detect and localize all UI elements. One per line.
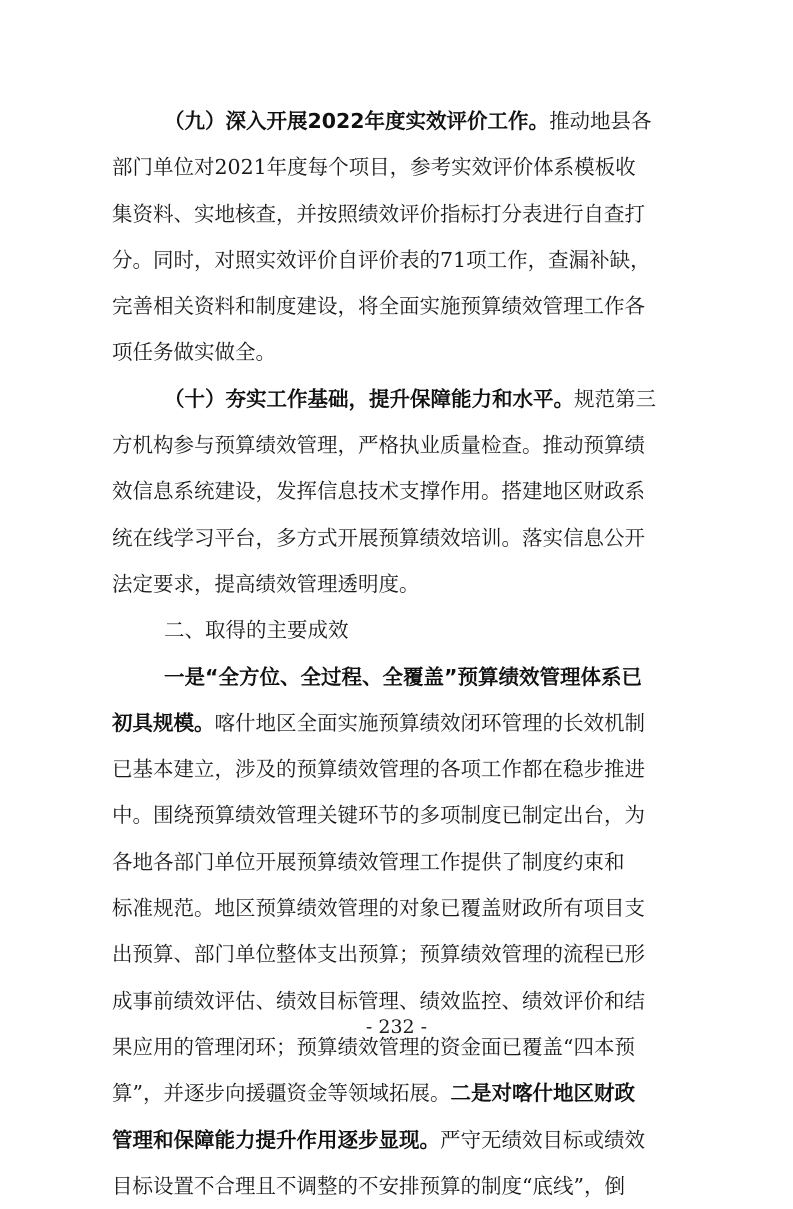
body-text-span: 效信息系统建设，发挥信息技术支撑作用。搭建地区财政系 bbox=[112, 479, 645, 504]
body-text-span: 统在线学习平台，多方式开展预算绩效培训。落实信息公开 bbox=[112, 525, 645, 550]
body-text-span: 标准规范。地区预算绩效管理的对象已覆盖财政所有项目支 bbox=[112, 896, 645, 921]
body-text-span: 完善相关资料和制度建设，将全面实施预算绩效管理工作各 bbox=[112, 294, 645, 319]
body-text-span: 方机构参与预算绩效管理，严格执业质量检查。推动预算绩 bbox=[112, 433, 645, 458]
body-text-span: 出预算、部门单位整体支出预算；预算绩效管理的流程已形 bbox=[112, 942, 645, 967]
text-line bbox=[112, 1070, 692, 1116]
body-text-span: 算”，并逐步向援疆资金等领域拓展。 bbox=[112, 1081, 451, 1106]
text-line bbox=[112, 329, 692, 375]
bold-heading-text: （十）夯实工作基础，提升保障能力和水平。 bbox=[164, 386, 574, 411]
text-line bbox=[112, 468, 692, 514]
body-text-span: 各地各部门单位开展预算绩效管理工作提供了制度约束和 bbox=[112, 849, 625, 874]
page-number: - 232 - bbox=[365, 1016, 428, 1038]
body-text-span: 部门单位对2021年度每个项目，参考实效评价体系模板收 bbox=[112, 155, 636, 180]
body-text-span: 推动地县各 bbox=[549, 109, 652, 133]
bold-heading-text: 初具规模。 bbox=[112, 710, 215, 735]
body-text bbox=[112, 98, 692, 1209]
bold-heading-text: 二是对喀什地区财政 bbox=[450, 1081, 635, 1106]
text-line bbox=[112, 792, 692, 838]
body-text-span: 果应用的管理闭环；预算绩效管理的资金面已覆盖“四本预 bbox=[112, 1034, 635, 1059]
body-text-span: 中。围绕预算绩效管理关键环节的多项制度已制定出台，为 bbox=[112, 803, 645, 828]
body-text-span: 分。同时，对照实效评价自评价表的71项工作，查漏补缺， bbox=[112, 247, 651, 272]
text-line bbox=[112, 422, 692, 468]
body-text-span: 法定要求，提高绩效管理透明度。 bbox=[112, 571, 420, 596]
text-line bbox=[112, 144, 692, 190]
text-line bbox=[112, 1163, 692, 1209]
text-line bbox=[112, 885, 692, 931]
text-line bbox=[112, 283, 692, 329]
body-text-span: 已基本建立，涉及的预算绩效管理的各项工作都在稳步推进 bbox=[112, 757, 645, 782]
text-line bbox=[112, 607, 692, 653]
text-line bbox=[112, 931, 692, 977]
bold-heading-text: 一是“全方位、全过程、全覆盖”预算绩效管理体系已 bbox=[164, 664, 642, 689]
bold-heading-text: （九）深入开展2022年度实效评价工作。 bbox=[164, 109, 550, 133]
text-line bbox=[112, 839, 692, 885]
body-text-span: 规范第三 bbox=[574, 386, 656, 411]
bold-heading-text: 管理和保障能力提升作用逐步显现。 bbox=[112, 1127, 440, 1152]
body-text-span: 项任务做实做全。 bbox=[112, 340, 276, 365]
body-text-span: 喀什地区全面实施预算绩效闭环管理的长效机制 bbox=[214, 710, 645, 735]
body-text-span: 目标设置不合理且不调整的不安排预算的制度“底线”，倒 bbox=[112, 1173, 625, 1198]
text-line bbox=[112, 654, 692, 700]
text-line bbox=[112, 98, 692, 144]
text-line bbox=[112, 191, 692, 237]
text-line bbox=[112, 561, 692, 607]
body-text-span: 集资料、实地核查，并按照绩效评价指标打分表进行自查打 bbox=[112, 201, 645, 226]
text-line bbox=[112, 700, 692, 746]
body-text-span: 严守无绩效目标或绩效 bbox=[440, 1127, 645, 1152]
text-line bbox=[112, 237, 692, 283]
text-line bbox=[112, 515, 692, 561]
body-text-span: 二、取得的主要成效 bbox=[164, 618, 349, 643]
body-text-span: 成事前绩效评估、绩效目标管理、绩效监控、绩效评价和结 bbox=[112, 988, 645, 1013]
text-line bbox=[112, 376, 692, 422]
text-line bbox=[112, 1117, 692, 1163]
text-line bbox=[112, 746, 692, 792]
